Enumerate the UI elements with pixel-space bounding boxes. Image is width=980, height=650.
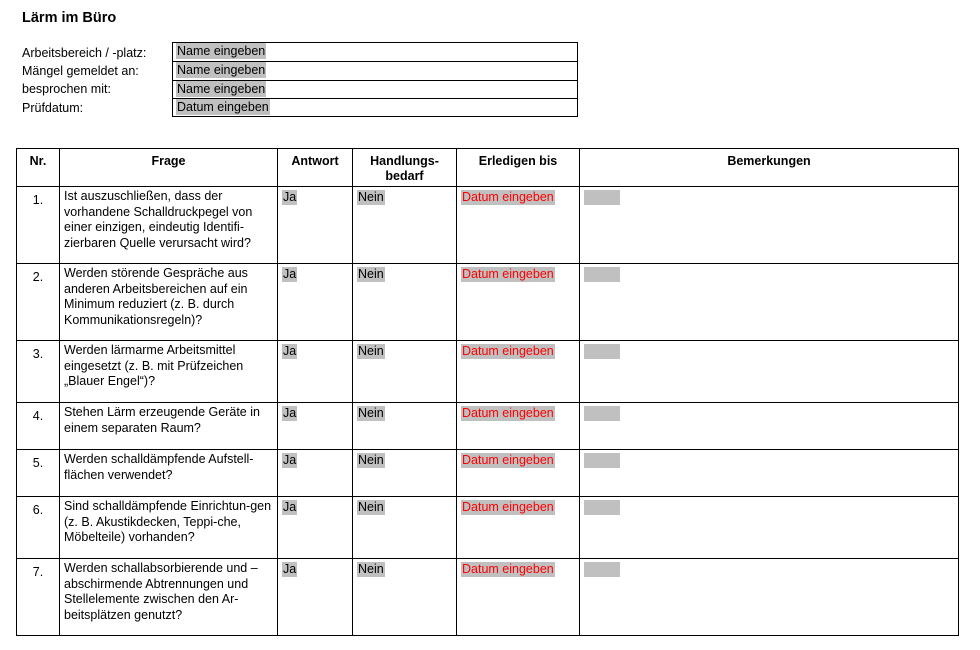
- row-nr: 3.: [17, 341, 60, 403]
- erledigen-date-field[interactable]: Datum eingeben: [462, 406, 554, 420]
- table-row: [17, 341, 959, 403]
- header-handlungsbedarf-line2: bedarf: [385, 169, 424, 183]
- table-header-row: [17, 149, 959, 187]
- row-nr: 5.: [17, 450, 60, 497]
- maengel-gemeldet-value: Name eingeben: [177, 63, 266, 77]
- row-frage: Ist auszuschließen, dass der vorhandene Schalldruckpegel von einer einzigen, eindeutig Identifi-zierbaren Quelle verursacht wird?: [60, 187, 278, 264]
- besprochen-mit-value: Name eingeben: [177, 82, 266, 96]
- table-row: [17, 450, 959, 497]
- maengel-gemeldet-field[interactable]: [172, 61, 578, 80]
- table-row: [17, 187, 959, 264]
- row-frage: Werden störende Gespräche aus anderen Arbeitsbereichen auf ein Minimum reduziert (z. B. durch Kommunikationsregeln)?: [60, 264, 278, 341]
- row-frage: Werden schalldämpfende Aufstell-flächen verwendet?: [60, 450, 278, 497]
- antwort-field[interactable]: Ja: [283, 500, 297, 514]
- pruefdatum-field[interactable]: [172, 98, 578, 117]
- row-frage: Werden lärmarme Arbeitsmittel eingesetzt (z. B. mit Prüfzeichen „Blauer Engel“)?: [60, 341, 278, 403]
- row-nr: 7.: [17, 559, 60, 636]
- erledigen-date-field[interactable]: Datum eingeben: [462, 267, 554, 281]
- antwort-field[interactable]: Ja: [283, 267, 297, 281]
- header-bemerkungen: Bemerkungen: [580, 149, 959, 187]
- bemerkungen-field[interactable]: [584, 500, 620, 515]
- meta-label-besprochen: besprochen mit:: [22, 82, 111, 96]
- meta-label-pruefdatum: Prüfdatum:: [22, 101, 84, 115]
- pruefdatum-value: Datum eingeben: [177, 100, 269, 114]
- bemerkungen-field[interactable]: [584, 453, 620, 468]
- antwort-field[interactable]: Ja: [283, 406, 297, 420]
- row-frage: Werden schallabsorbierende und – abschirmende Abtrennungen und Stellelemente zwischen den Ar-beitsplätzen genutzt?: [60, 559, 278, 636]
- erledigen-date-field[interactable]: Datum eingeben: [462, 562, 554, 576]
- row-nr: 2.: [17, 264, 60, 341]
- row-nr: 4.: [17, 403, 60, 450]
- handlungsbedarf-field[interactable]: Nein: [358, 406, 384, 420]
- row-nr: 1.: [17, 187, 60, 264]
- page-title: Lärm im Büro: [22, 10, 117, 26]
- erledigen-date-field[interactable]: Datum eingeben: [462, 453, 554, 467]
- row-nr: 6.: [17, 497, 60, 559]
- meta-label-maengel: Mängel gemeldet an:: [22, 64, 139, 78]
- header-handlungsbedarf: [353, 149, 457, 187]
- antwort-field[interactable]: Ja: [283, 190, 297, 204]
- checklist-table: [16, 148, 959, 636]
- header-frage: Frage: [60, 149, 278, 187]
- antwort-field[interactable]: Ja: [283, 344, 297, 358]
- header-nr: Nr.: [17, 149, 60, 187]
- antwort-field[interactable]: Ja: [283, 453, 297, 467]
- handlungsbedarf-field[interactable]: Nein: [358, 562, 384, 576]
- erledigen-date-field[interactable]: Datum eingeben: [462, 500, 554, 514]
- arbeitsbereich-field[interactable]: [172, 42, 578, 61]
- table-row: [17, 497, 959, 559]
- handlungsbedarf-field[interactable]: Nein: [358, 190, 384, 204]
- header-antwort: Antwort: [278, 149, 353, 187]
- antwort-field[interactable]: Ja: [283, 562, 297, 576]
- handlungsbedarf-field[interactable]: Nein: [358, 500, 384, 514]
- besprochen-mit-field[interactable]: [172, 80, 578, 98]
- bemerkungen-field[interactable]: [584, 190, 620, 205]
- header-handlungsbedarf-line1: Handlungs-: [370, 154, 439, 168]
- meta-label-arbeitsbereich: Arbeitsbereich / -platz:: [22, 46, 147, 60]
- bemerkungen-field[interactable]: [584, 406, 620, 421]
- handlungsbedarf-field[interactable]: Nein: [358, 267, 384, 281]
- table-row: [17, 403, 959, 450]
- handlungsbedarf-field[interactable]: Nein: [358, 453, 384, 467]
- bemerkungen-field[interactable]: [584, 267, 620, 282]
- handlungsbedarf-field[interactable]: Nein: [358, 344, 384, 358]
- erledigen-date-field[interactable]: Datum eingeben: [462, 344, 554, 358]
- arbeitsbereich-value: Name eingeben: [177, 44, 266, 58]
- row-frage: Stehen Lärm erzeugende Geräte in einem separaten Raum?: [60, 403, 278, 450]
- header-erledigen: Erledigen bis: [457, 149, 580, 187]
- bemerkungen-field[interactable]: [584, 344, 620, 359]
- table-row: [17, 559, 959, 636]
- erledigen-date-field[interactable]: Datum eingeben: [462, 190, 554, 204]
- bemerkungen-field[interactable]: [584, 562, 620, 577]
- row-frage: Sind schalldämpfende Einrichtun-gen (z. B. Akustikdecken, Teppi-che, Möbelteile) vorhanden?: [60, 497, 278, 559]
- table-row: [17, 264, 959, 341]
